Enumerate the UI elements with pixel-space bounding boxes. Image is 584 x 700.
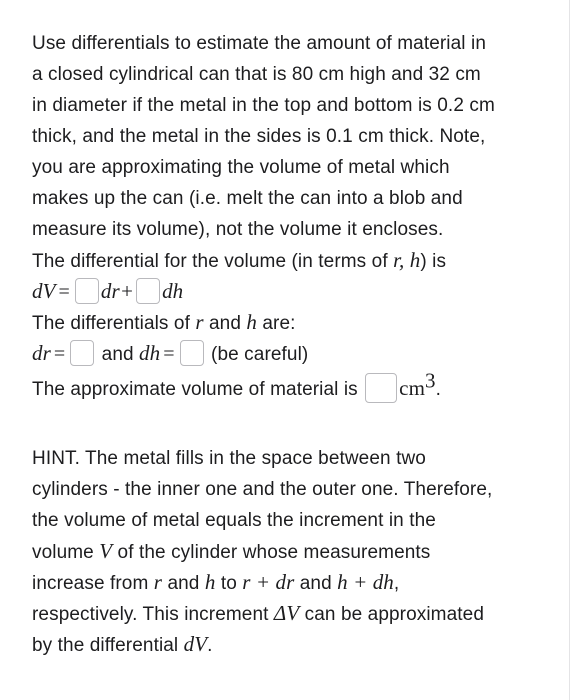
careful-text: (be careful) [211,344,309,365]
differentials-and: and [203,313,247,334]
hint-text: increase from [32,573,154,594]
dr-label: dr [32,341,51,365]
hint-text: of the cylinder whose measurements [112,542,431,563]
differential-prompt-post: ) is [420,251,447,272]
hint-text: respectively. This increment [32,604,274,625]
problem-line: in diameter if the metal in the top and bottom is 0.2 cm [32,95,495,116]
dr-term: dr+ [100,279,135,303]
hint-var-v: V [99,539,113,563]
dv-equation [32,276,562,307]
differentials-prompt-text: The differentials of [32,313,196,334]
question-content [32,28,562,660]
differentials-prompt [32,307,562,338]
unit-period: . [435,379,442,400]
hint-text: can be approximated [299,604,484,625]
hint-var-dv: dV [183,632,208,656]
hint-text: by the differential [32,635,184,656]
var-h: h [246,310,257,334]
problem-line: you are approximating the volume of metal which [32,157,450,178]
dr-coefficient-input[interactable] [75,278,99,304]
hint-text: and [294,573,338,594]
hint-var-h: h [204,570,216,594]
hint-line [32,629,562,660]
unit-cm: cm [399,376,426,400]
spacer [32,407,562,443]
hint-line: the volume of metal equals the increment in the [32,510,436,531]
hint-line: HINT. The metal fills in the space between two [32,448,426,469]
hint-text: and [162,573,205,594]
hint-h-plus-dh: h + dh [337,570,394,594]
differential-prompt [32,245,562,276]
differential-prompt-text: The differential for the volume (in terms of [32,251,394,272]
equals-sign: = [163,343,175,365]
hint-var-r: r [153,570,163,594]
var-r: r [195,310,204,334]
dh-coefficient-input[interactable] [136,278,160,304]
dh-label: dh [139,341,161,365]
hint-line: cylinders - the inner one and the outer one. Therefore, [32,479,493,500]
unit-exponent: 3 [425,368,436,393]
hint-line [32,598,562,629]
hint-text: , [393,573,400,594]
equals-sign: = [58,281,70,303]
equals-sign: = [53,343,66,365]
and-text: and [101,344,140,365]
hint-text: to [215,573,243,594]
volume-input[interactable] [365,373,397,403]
problem-line: thick, and the metal in the sides is 0.1 cm thick. Note, [32,126,486,147]
hint-text: . [207,635,213,656]
problem-line: a closed cylindrical can that is 80 cm high and 32 cm [32,64,481,85]
hint-r-plus-dr: r + dr [242,570,295,594]
problem-line: Use differentials to estimate the amount of material in [32,33,486,54]
differential-prompt-vars: r, h [393,248,421,272]
dr-value-input[interactable] [70,340,94,366]
dv-label: dV [32,279,56,303]
approx-text: The approximate volume of material is [32,379,358,400]
hint-text: volume [32,542,100,563]
hint-var-delta-v: ΔV [273,601,300,625]
problem-line: makes up the can (i.e. melt the can into a blob and [32,188,463,209]
hint-line [32,567,562,598]
differentials-post: are: [257,313,296,334]
hint-line [32,536,562,567]
problem-line: measure its volume), not the volume it encloses. [32,219,444,240]
approx-volume-line [32,369,562,407]
dh-value-input[interactable] [180,340,204,366]
dh-term: dh [162,279,184,303]
dr-dh-equation [32,338,562,369]
